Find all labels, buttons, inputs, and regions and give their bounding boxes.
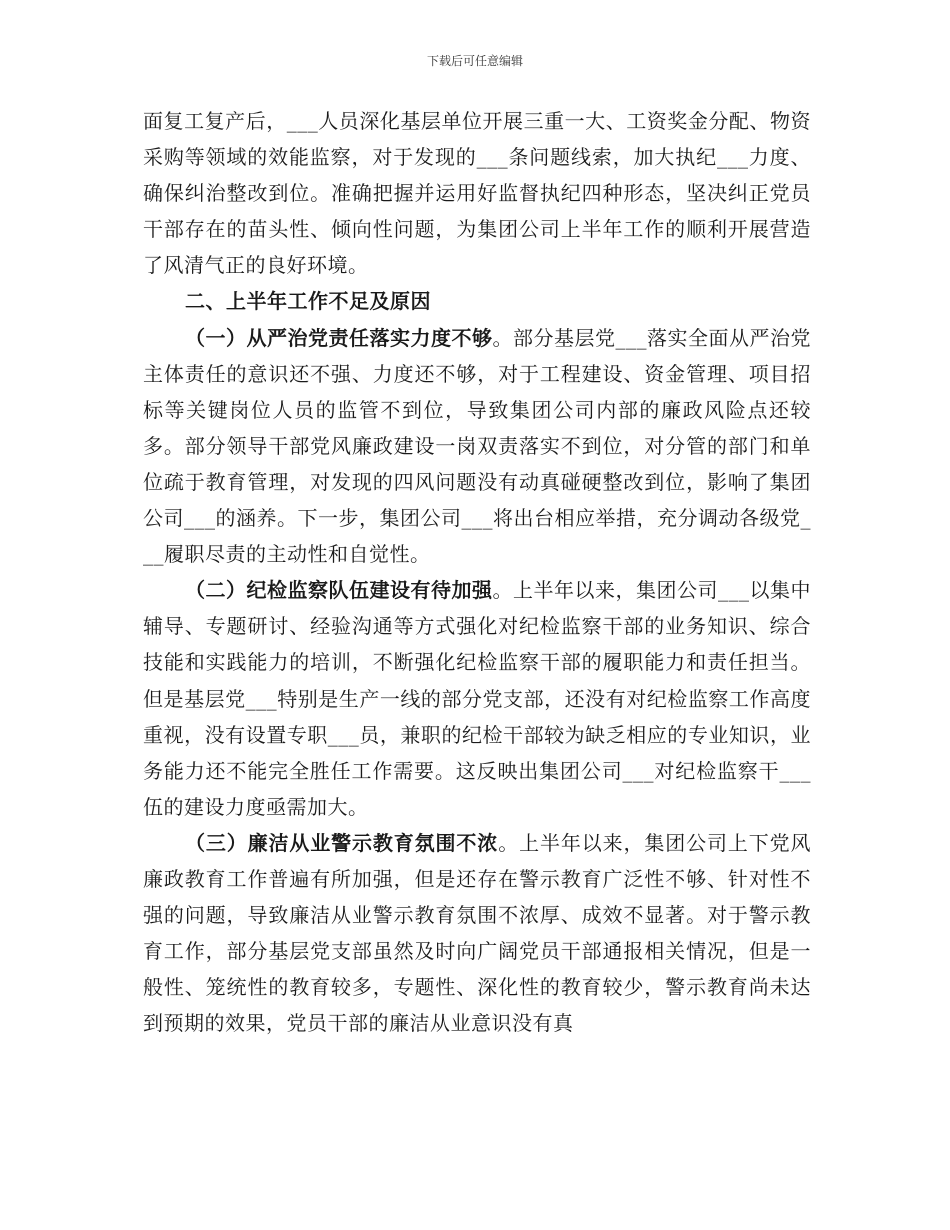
paragraph-continued: 面复工复产后，___人员深化基层单位开展三重一大、工资奖金分配、物资采购等领域的效能监察，对于发现的___条问题线索，加大执纪___力度、确保纠治整改到位。准确把握并运用好监督执纪四种形态，坚决纠正党员干部存在的苗头性、倾向性问题，为集团公司上半年工作的顺利开展营造了风清气正的良好环境。 — [143, 109, 811, 278]
subsection-3-title: （三）廉洁从业警示教育氛围不浓 — [185, 830, 499, 855]
paragraph-subsection-1 — [143, 320, 811, 573]
page-header: 下载后可任意编辑 — [426, 54, 523, 68]
paragraph-subsection-2 — [143, 572, 811, 825]
document-body — [143, 103, 811, 1041]
subsection-2-text: 。上半年以来，集团公司___以集中辅导、专题研讨、经验沟通等方式强化对纪检监察干部的业务知识、综合技能和实践能力的培训，不断强化纪检监察干部的履职能力和责任担当。但是基层党___特别是生产一线的部分党支部，还没有对纪检监察工作高度重视，没有设置专职___员，兼职的纪检干部较为缺乏相应的专业知识，业务能力还不能完全胜任工作需要。这反映出集团公司___对纪检监察干___伍的建设力度亟需加大。 — [143, 578, 811, 819]
subsection-1-text: 。部分基层党___落实全面从严治党主体责任的意识还不强、力度还不够，对于工程建设、资金管理、项目招标等关键岗位人员的监管不到位，导致集团公司内部的廉政风险点还较多。部分领导干部党风廉政建设一岗双责落实不到位，对分管的部门和单位疏于教育管理，对发现的四风问题没有动真碰硬整改到位，影响了集团公司___的涵养。下一步，集团公司___将出台相应举措，充分调动各级党___履职尽责的主动性和自觉性。 — [143, 325, 811, 567]
paragraph-subsection-3 — [143, 825, 811, 1042]
section-heading: 二、上半年工作不足及原因 — [185, 289, 431, 314]
subsection-1-title: （一）从严治党责任落实力度不够 — [185, 325, 493, 350]
subsection-2-title: （二）纪检监察队伍建设有待加强 — [185, 578, 493, 603]
subsection-3-text: 。上半年以来，集团公司上下党风廉政教育工作普遍有所加强，但是还存在警示教育广泛性不够、针对性不强的问题，导致廉洁从业警示教育氛围不浓厚、成效不显著。对于警示教育工作，部分基层党支部虽然及时向广阔党员干部通报相关情况，但是一般性、笼统性的教育较多，专题性、深化性的教育较少，警示教育尚未达到预期的效果，党员干部的廉洁从业意识没有真 — [143, 830, 812, 1036]
